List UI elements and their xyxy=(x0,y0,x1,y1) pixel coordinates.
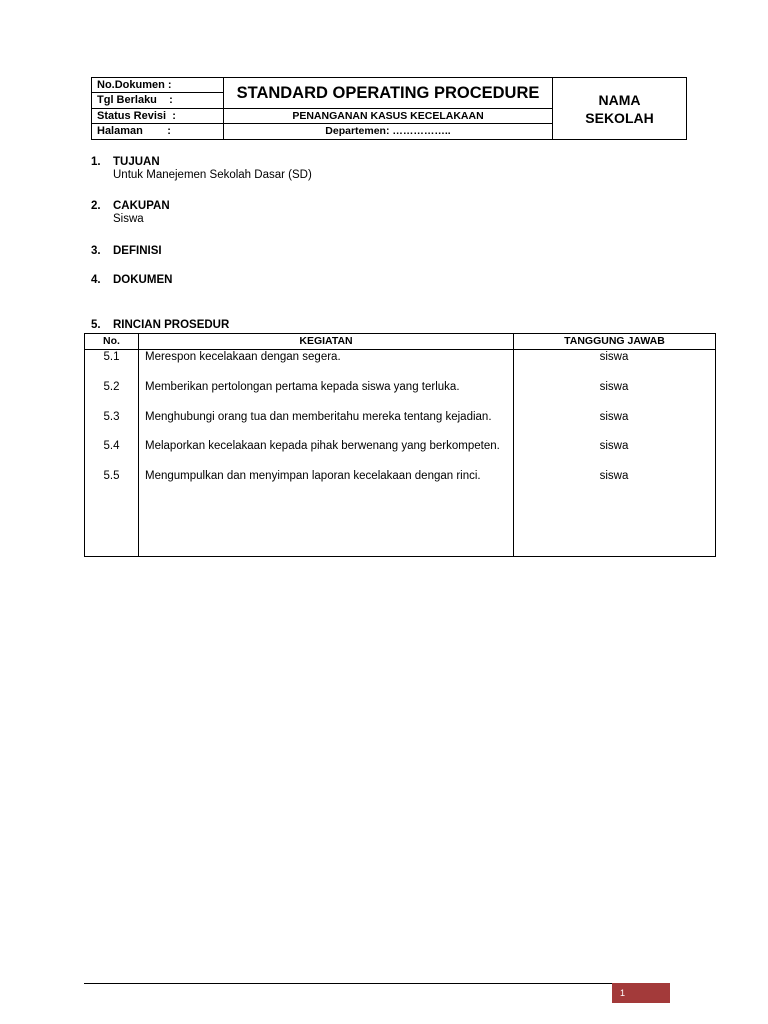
section-scope xyxy=(91,200,170,225)
document-meta xyxy=(92,78,224,139)
document-title-block xyxy=(224,78,553,139)
row-number: 5.5 xyxy=(103,470,120,482)
header-activity: KEGIATAN xyxy=(299,335,353,347)
section-number: 5. xyxy=(91,319,101,331)
row-responsible: siswa xyxy=(599,381,629,393)
row-number: 5.4 xyxy=(103,440,120,452)
section-purpose xyxy=(91,156,312,181)
row-activity: Merespon kecelakaan dengan segera. xyxy=(145,351,341,363)
section-procedure-details xyxy=(91,319,229,331)
meta-doc-number: No.Dokumen : xyxy=(92,78,223,93)
section-title: DEFINISI xyxy=(113,245,162,257)
section-number: 4. xyxy=(91,274,101,286)
section-number: 1. xyxy=(91,156,101,168)
meta-effective-date: Tgl Berlaku : xyxy=(92,93,223,108)
section-title: CAKUPAN xyxy=(113,200,170,212)
row-activity: Menghubungi orang tua dan memberitahu mereka tentang kejadian. xyxy=(145,411,492,423)
row-number: 5.2 xyxy=(103,381,120,393)
document-subtitle: PENANGANAN KASUS KECELAKAAN xyxy=(224,109,552,124)
page-number-badge: 1 xyxy=(612,983,670,1003)
column-divider xyxy=(138,334,139,556)
table-header-row xyxy=(85,334,715,350)
school-name-line1: NAMA xyxy=(598,91,641,108)
section-title: TUJUAN xyxy=(113,156,160,168)
document-header xyxy=(91,77,687,140)
meta-revision-status: Status Revisi : xyxy=(92,109,223,124)
row-activity: Mengumpulkan dan menyimpan laporan kecelakaan dengan rinci. xyxy=(145,470,481,482)
meta-page: Halaman : xyxy=(97,124,171,137)
footer-rule xyxy=(84,983,670,984)
department-line: Departemen: …………….. xyxy=(325,125,451,137)
section-documents xyxy=(91,274,172,286)
row-number: 5.3 xyxy=(103,411,120,423)
section-title: RINCIAN PROSEDUR xyxy=(113,319,230,331)
school-name-line2: SEKOLAH xyxy=(585,109,654,126)
document-title: STANDARD OPERATING PROCEDURE xyxy=(224,78,552,109)
row-activity: Memberikan pertolongan pertama kepada siswa yang terluka. xyxy=(145,381,460,393)
row-responsible: siswa xyxy=(599,440,629,452)
section-body: Siswa xyxy=(113,213,144,225)
header-no: No. xyxy=(103,335,120,347)
row-responsible: siswa xyxy=(599,351,629,363)
procedure-table xyxy=(84,333,716,557)
row-number: 5.1 xyxy=(103,351,120,363)
row-responsible: siswa xyxy=(599,470,629,482)
section-definition xyxy=(91,245,162,257)
section-body: Untuk Manejemen Sekolah Dasar (SD) xyxy=(113,169,312,181)
section-number: 2. xyxy=(91,200,101,212)
school-name xyxy=(553,78,686,139)
section-title: DOKUMEN xyxy=(113,274,173,286)
header-responsible: TANGGUNG JAWAB xyxy=(564,335,665,347)
row-activity: Melaporkan kecelakaan kepada pihak berwenang yang berkompeten. xyxy=(145,440,500,452)
section-number: 3. xyxy=(91,245,101,257)
row-responsible: siswa xyxy=(599,411,629,423)
